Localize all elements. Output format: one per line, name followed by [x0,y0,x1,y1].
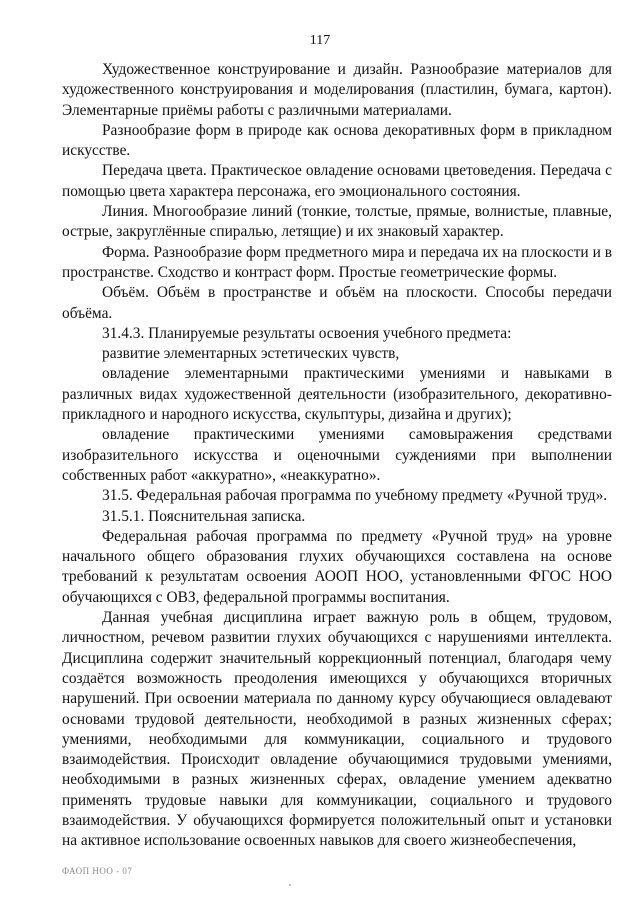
paragraph-discipline-role: Данная учебная дисциплина играет важную роль в общем, трудовом, личностном, речевом развитии глухих обучающихся с нарушениями интеллекта. Дисциплина содержит значительный коррекционный потенциал, благодаря чему создаётся возможность преодоления имеющихся у обучающихся вторичных нарушений. При освоении материала по данному курсу обучающиеся овладевают основами трудовой деятельности, необходимой в разных жизненных сферах; умениями, необходимыми для коммуникации, социального и трудового взаимодействия. Происходит овладение обучающимися трудовыми умениями, необходимыми в разных жизненных сферах, овладение умением адекватно применять трудовые навыки для коммуникации, социального и трудового взаимодействия. У обучающихся формируется положительный опыт и установки на активное использование освоенных навыков для своего жизнеобеспечения, [62,609,612,850]
paragraph-color: Передача цвета. Практическое овладение основами цветоведения. Передача с помощью цвета характера персонажа, его эмоционального состояния. [62,162,612,200]
section-heading-31-4-3: 31.4.3. Планируемые результаты освоения учебного предмета: [102,324,512,342]
paragraph-program-basis: Федеральная рабочая программа по предмету «Ручной труд» на уровне начального общего образования глухих обучающихся составлена на основе требований к результатам освоения АООП НОО, установленными ФГОС НОО обучающихся с ОВЗ, федеральной программы воспитания. [62,527,612,606]
section-heading-31-5-1: 31.5.1. Пояснительная записка. [102,507,306,525]
paragraph-volume: Объём. Объём в пространстве и объём на плоскости. Способы передачи объёма. [62,284,612,322]
page-number: 117 [309,33,331,48]
list-item-aesthetic: развитие элементарных эстетических чувств, [102,345,400,363]
document-body [62,60,612,852]
paragraph-art-design: Художественное конструирование и дизайн. Разнообразие материалов для художественного конструирования и моделирования (пластилин, бумага, картон). Элементарные приёмы работы с различными материалами. [62,61,612,119]
paragraph-form: Форма. Разнообразие форм предметного мира и передача их на плоскости и в пространстве. Сходство и контраст форм. Простые геометрические формы. [62,243,612,281]
scan-speck [289,884,291,886]
section-heading-31-5: 31.5. Федеральная рабочая программа по учебному предмету «Ручной труд». [102,487,608,505]
list-item-skills: овладение элементарными практическими умениями и навыками в различных видах художественной деятельности (изобразительного, декоративно-прикладного и народного искусства, скульптуры, дизайна и других); [62,365,612,424]
list-item-self-expression: овладение практическими умениями самовыражения средствами изобразительного искусства и оценочными суждениями при выполнении собственных работ «аккуратно», «неаккуратно». [62,426,612,484]
paragraph-line: Линия. Многообразие линий (тонкие, толстые, прямые, волнистые, плавные, острые, закруглённые спиралью, летящие) и их знаковый характер. [62,203,612,241]
paragraph-forms-nature: Разнообразие форм в природе как основа декоративных форм в прикладном искусстве. [62,121,612,160]
footer-mark: ФАОП НОО - 07 [62,866,133,876]
